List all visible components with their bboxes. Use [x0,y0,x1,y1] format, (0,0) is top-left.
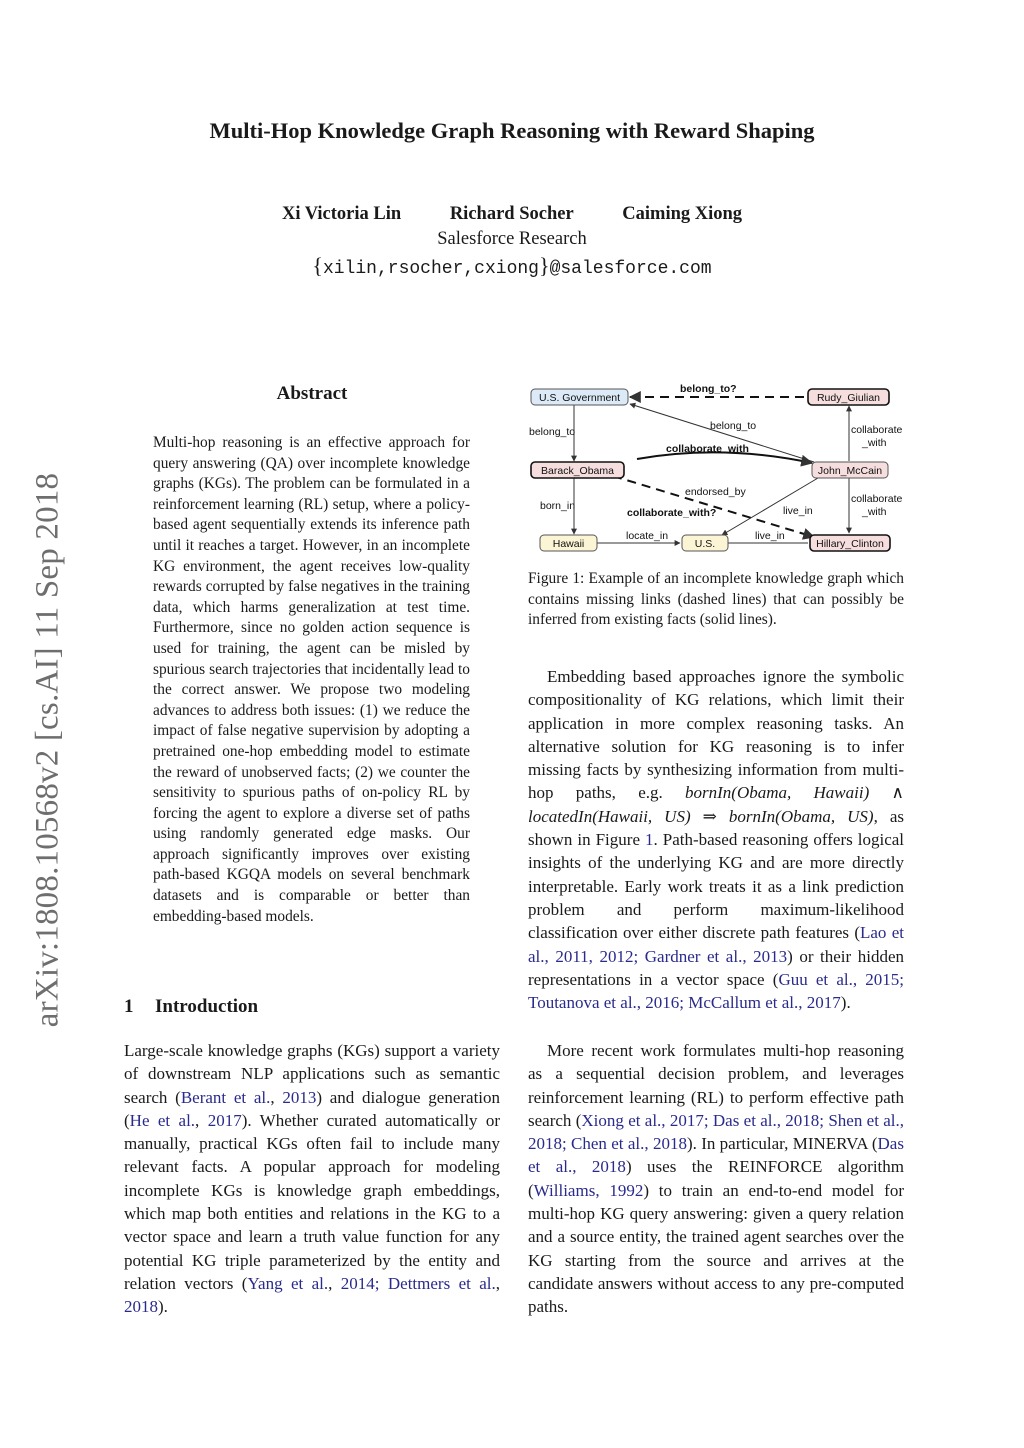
citation-link[interactable]: Xiong et al., 2017; Das et al., 2018; Shen et al., 2018; Chen et al., 2018 [528,1110,904,1154]
email-users: xilin,rsocher,cxiong [322,259,539,279]
node-john-mccain [812,462,888,478]
abstract-heading: Abstract [276,383,348,404]
citation-link[interactable]: Lao et al., 2011, 2012; Gardner et al., 2013 [528,923,904,966]
figure-knowledge-graph [522,376,912,558]
introduction-column [124,1039,500,1319]
citation-link[interactable]: Berant et al. [180,1087,271,1107]
text-run: ) to train an end-to-end model for multi-hop KG query answering: given a query relation and a source entity, the trained agent searches over the KG starting from the source and arrives at the candidate answers without access to any pre-computed paths. [528,1180,904,1317]
node-us-government [531,389,628,405]
email-domain: @salesforce.com [549,259,712,279]
edge-label-collaborate-right-top-a: collaborate [851,424,903,436]
edge-label-collaborate-with: collaborate_with [666,443,749,455]
author-emails [0,253,1024,279]
citation-year-link[interactable]: 2018 [124,1297,158,1317]
text-run: . Path-based reasoning offers logical insights of the underlying KG and are more directly interpretable. Early work treats it as a link prediction problem and perform maximum-likelihood classification over either discrete path features ( [528,830,905,943]
node-us [682,535,728,551]
edge-label-collaborate-right-top-b: _with [862,437,887,449]
text-run: More recent work formulates multi-hop reasoning as a sequential decision problem, and leverages reinforcement learning (RL) to perform effective path search ( [528,1041,904,1130]
text-run: ) uses the REINFORCE algorithm ( [528,1157,904,1200]
text-run: , as shown in Figure [528,806,905,850]
arxiv-identifier-sidebar [8,420,88,1080]
edge-label-collaborate-right-bottom-b: _with [862,506,887,518]
text-run: ) or their hidden representations in a vector space ( [528,946,904,989]
edge-label-live-in-bottom: live_in [755,530,785,542]
svg-text:Hawaii: Hawaii [552,538,585,550]
figure-caption: Figure 1: Example of an incomplete knowledge graph which contains missing links (dashed lines) that can possibly be inferred from existing facts (solid lines). [528,570,904,629]
knowledge-graph-diagram [522,376,912,558]
citation-link[interactable]: Das et al., 2018 [528,1134,904,1177]
edge-label-collaborate-right-bottom-a: collaborate [851,493,903,505]
edge-label-born-in: born_in [540,500,576,512]
edge-label-belong-to-left: belong_to [529,426,576,438]
svg-text:Hillary_Clinton: Hillary_Clinton [816,538,884,550]
svg-text:John_McCain: John_McCain [817,465,883,477]
text-run: ). In particular, MINERVA ( [686,1134,878,1154]
node-barack-obama [531,462,624,478]
node-hawaii [540,535,597,551]
intro-paragraph: Large-scale knowledge graphs (KGs) support a variety of downstream NLP applications such as semantic search (Berant et al., 2013) and dialogue generation (He et al., 2017). Whether curated automatically or manually, practical KGs often fail to include many relevant facts. A popular approach for modeling incomplete KGs is knowledge graph embeddings, which map both entities and relations in the KG to a vector space and learn a truth value function for any potential KG triple parameterized by the entity and relation vectors (Yang et al., 2014; Dettmers et al., 2018). [124,1041,501,1317]
citation-link[interactable]: He et al. [129,1110,196,1130]
citation-link[interactable]: Guu et al., 2015; Toutanova et al., 2016; McCallum et al., 2017 [528,969,904,1013]
text-run: Embedding based approaches ignore the symbolic compositionality of KG relations, which limit their application in more complex reasoning tasks. An alternative solution for KG reasoning is to infer missing facts by synthesizing information from multi-hop paths, e.g. [528,667,904,803]
citation-link[interactable]: Williams, 1992 [533,1180,644,1200]
formula: bornIn(Obama, US) [728,806,874,826]
citation-year-link[interactable]: 2013 [282,1087,317,1107]
text-run: ). Whether curated automatically or manually, practical KGs often fail to include many relevant facts. A popular approach for modeling incomplete KGs is knowledge graph embeddings, which map both entities and relations in the KG to a vector space and learn a truth value function for any potential KG triple parameterized by the entity and relation vectors ( [124,1110,501,1293]
text-run: Large-scale knowledge graphs (KGs) support a variety of downstream NLP applications such as semantic search ( [124,1041,500,1107]
body-paragraph [528,665,904,1014]
formula: bornIn(Obama, Hawaii) ∧ locatedIn(Hawaii, US) [528,783,904,826]
email-brace-close: } [539,253,550,278]
svg-text:Barack_Obama: Barack_Obama [541,465,614,477]
node-rudy-giulian [808,389,889,405]
citation-link[interactable]: 2014; Dettmers et al. [340,1273,496,1293]
edge-label-belong-to-missing: belong_to? [680,383,737,395]
edge-label-endorsed-by: endorsed_by [685,486,746,498]
author-name: Richard Socher [449,204,574,224]
affiliation: Salesforce Research [437,229,587,249]
abstract-text: Multi-hop reasoning is an effective approach for query answering (QA) over incomplete knowledge graphs (KGs). The problem can be formulated in a reinforcement learning (RL) setup, where a policy-based agent sequentially extends its inference path until it reaches a target. However, in an incomplete KG environment, the agent receives low-quality rewards corrupted by false negatives in the training data, which harms generalization at test time. Furthermore, since no golden action sequence is used for training, the agent can be misled by spurious search trajectories that incidentally lead to the correct answer. We propose two modeling advances to address both issues: (1) we reduce the impact of false negative supervision by adopting a pretrained one-hop embedding model to estimate the reward of unobserved facts; (2) we counter the sensitivity to spurious paths of on-policy RL by forcing the agent to explore a diverse set of paths using randomly generated edge masks. Our approach significantly improves over existing path-based KGQA models on several benchmark datasets and is comparable or better than embedding-based models. [153,434,470,925]
implies-symbol: ⇒ [702,806,717,826]
text-run: ). [158,1297,168,1317]
author-name: Xi Victoria Lin [281,204,402,224]
paper-title: Multi-Hop Knowledge Graph Reasoning with Reward Shaping [209,118,815,143]
right-column-upper [528,665,904,1014]
body-paragraph [528,1039,904,1319]
edge-label-live-in-diag: live_in [783,505,813,517]
citation-link[interactable]: Yang et al. [247,1273,329,1293]
section-number: 1 [124,996,134,1017]
section-title: Introduction [155,996,259,1017]
edge-label-belong-to-diag: belong_to [710,420,757,432]
section-heading-introduction [124,996,500,1018]
node-hillary-clinton [810,535,890,551]
right-column-lower [528,1039,904,1319]
author-name: Caiming Xiong [622,204,743,224]
edge-label-locate-in: locate_in [626,530,669,542]
svg-text:Rudy_Giulian: Rudy_Giulian [816,392,881,404]
svg-text:U.S.: U.S. [694,538,716,550]
text-run: ) and dialogue generation ( [124,1087,501,1130]
arxiv-identifier-text: arXiv:1808.10568v2 [cs.AI] 11 Sep 2018 [29,472,66,1028]
svg-text:U.S. Government: U.S. Government [538,392,621,404]
edge-label-collaborate-missing: collaborate_with? [627,507,717,519]
author-list [0,204,1024,225]
email-brace-open: { [312,253,323,278]
text-run: ). [840,993,851,1013]
citation-year-link[interactable]: 2017 [207,1110,242,1130]
figure-ref-link[interactable]: 1 [645,830,654,850]
